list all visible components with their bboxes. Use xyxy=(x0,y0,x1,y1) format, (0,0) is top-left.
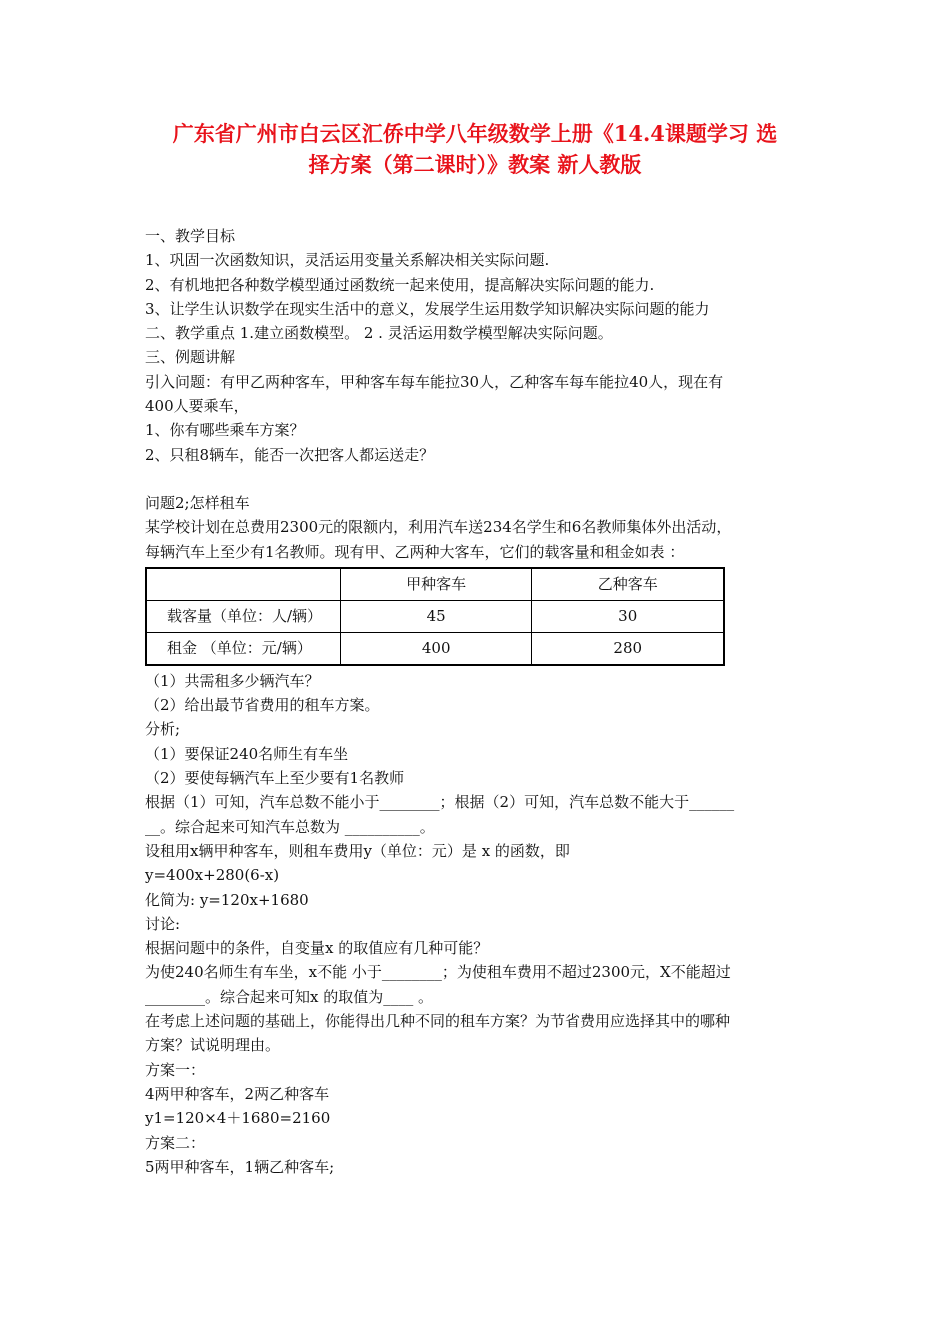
text-line: ________。综合起来可知x 的取值为____ 。 xyxy=(145,987,433,1006)
table-cell: 400 xyxy=(340,632,532,665)
text-line: 方案一： xyxy=(145,1060,206,1079)
text-line: 讨论: xyxy=(145,914,181,933)
table-cell: 30 xyxy=(532,600,724,632)
text-line: 在考虑上述问题的基础上，你能得出几种不同的租车方案？为节省费用应选择其中的哪种 xyxy=(145,1012,731,1031)
text-line: 2、只租8辆车，能否一次把客人都运送走？ xyxy=(145,445,435,464)
text-line: （2）要使每辆汽车上至少要有1名教师 xyxy=(145,769,405,788)
text-line: 根据问题中的条件，自变量x 的取值应有几种可能？ xyxy=(145,939,489,958)
text-line: 分析; xyxy=(145,720,181,739)
text-line: 某学校计划在总费用2300元的限额内，利用汽车送234名学生和6名教师集体外出活动， xyxy=(145,518,732,537)
text-line: 为使240名师生有车坐，x不能 小于________；为使租车费用不超过2300元，X不能超过 xyxy=(145,963,731,982)
text-line: 方案？试说明理由。 xyxy=(145,1036,281,1055)
text-line: 1、你有哪些乘车方案？ xyxy=(145,421,305,440)
text-line: 方案二： xyxy=(145,1133,206,1152)
text-line: y1=120×4＋1680=2160 xyxy=(145,1109,331,1128)
title-line-1: 广东省广州市白云区汇侨中学八年级数学上册《14.4课题学习 选 xyxy=(172,121,778,146)
table-header-cell xyxy=(146,568,340,601)
fare-table xyxy=(145,567,725,666)
table-cell: 载客量（单位：人/辆） xyxy=(146,600,340,632)
text-line: 问题2;怎样租车 xyxy=(145,493,250,512)
text-line: 1、巩固一次函数知识，灵活运用变量关系解决相关实际问题. xyxy=(145,251,550,270)
title-line-2: 择方案（第二课时）》教案 新人教版 xyxy=(308,152,642,177)
text-line: 2、有机地把各种数学模型通过函数统一起来使用，提高解决实际问题的能力. xyxy=(145,275,655,294)
text-line: 根据（1）可知，汽车总数不能小于________；根据（2）可知，汽车总数不能大于______ xyxy=(145,793,735,812)
table-cell: 280 xyxy=(532,632,724,665)
text-line: （1）要保证240名师生有车坐 xyxy=(145,744,349,763)
text-line: （2）给出最节省费用的租车方案。 xyxy=(145,696,380,715)
table-header-row xyxy=(146,568,724,601)
text-line: 二、教学重点 1.建立函数模型。 2 . 灵活运用数学模型解决实际问题。 xyxy=(145,324,613,343)
text-line: 一、教学目标 xyxy=(145,227,236,245)
text-line: 4两甲种客车，2两乙种客车 xyxy=(145,1084,330,1103)
text-line: 化简为: y=120x+1680 xyxy=(145,890,309,909)
text-line: 每辆汽车上至少有1名教师。现有甲、乙两种大客车，它们的载客量和租金如表 ： xyxy=(145,542,685,561)
document-body xyxy=(145,224,810,1179)
text-line: 三、例题讲解 xyxy=(145,348,236,367)
document-title xyxy=(80,118,870,180)
text-line: 3、让学生认识数学在现实生活中的意义，发展学生运用数学知识解决实际问题的能力 xyxy=(145,299,710,318)
text-line: （1）共需租多少辆汽车？ xyxy=(145,671,320,690)
text-line: 设租用x辆甲种客车，则租车费用y（单位：元）是 x 的函数，即 xyxy=(145,841,570,860)
table-row xyxy=(146,632,724,665)
text-line: 引入问题：有甲乙两种客车，甲种客车每车能拉30人，乙种客车每车能拉40人，现在有 xyxy=(145,372,724,391)
table-cell: 租金 （单位：元/辆） xyxy=(146,632,340,665)
text-line: 400人要乘车， xyxy=(145,397,249,416)
table-header-cell: 乙种客车 xyxy=(532,568,724,601)
table-cell: 45 xyxy=(340,600,532,632)
text-line: __。综合起来可知汽车总数为 __________。 xyxy=(145,817,435,836)
table-row xyxy=(146,600,724,632)
blank-line xyxy=(145,467,810,491)
table-header-cell: 甲种客车 xyxy=(340,568,532,601)
text-line: y=400x+280(6-x) xyxy=(145,866,280,885)
text-line: 5两甲种客车，1辆乙种客车; xyxy=(145,1157,335,1176)
